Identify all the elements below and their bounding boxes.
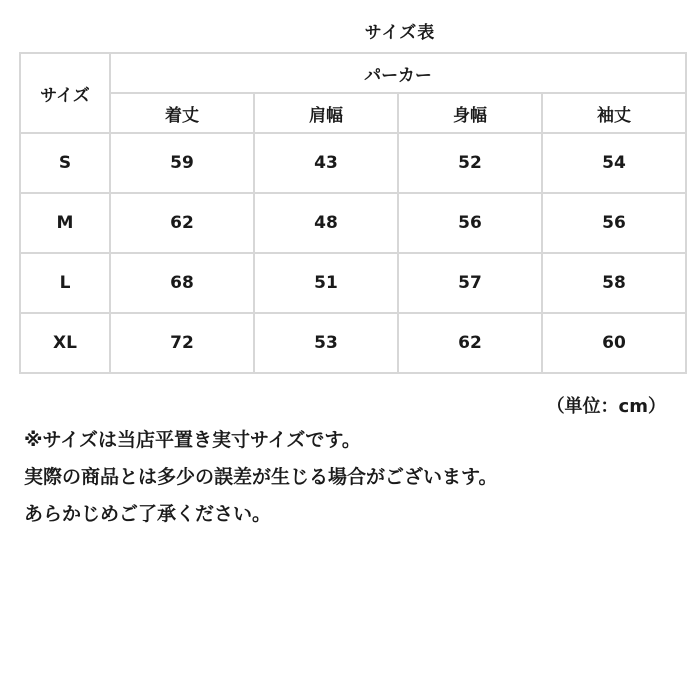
table-cell: 43 [254,133,398,193]
table-cell: 60 [542,313,686,373]
column-header-length: 着丈 [110,93,254,133]
table-cell: 52 [398,133,542,193]
size-label: L [20,253,110,313]
note-line: 実際の商品とは多少の誤差が生じる場合がございます。 [24,466,498,488]
unit-label: （単位：cm） [546,396,666,417]
page-title: サイズ表 [364,23,436,43]
table-row [20,193,686,253]
column-header-sleeve: 袖丈 [542,93,686,133]
size-table [19,52,687,374]
table-cell: 56 [398,193,542,253]
table-cell: 53 [254,313,398,373]
table-header-row [20,53,686,93]
note-line: ※サイズは当店平置き実寸サイズです。 [24,429,361,451]
table-cell: 57 [398,253,542,313]
table-cell: 62 [110,193,254,253]
table-cell: 48 [254,193,398,253]
table-cell: 68 [110,253,254,313]
table-cell: 59 [110,133,254,193]
note-line: あらかじめご了承ください。 [24,503,272,525]
column-header-width: 身幅 [398,93,542,133]
measurement-header-row [20,93,686,133]
table-cell: 72 [110,313,254,373]
size-label: M [20,193,110,253]
size-label: S [20,133,110,193]
table-row [20,253,686,313]
table-cell: 51 [254,253,398,313]
table-row [20,133,686,193]
notes [24,428,684,539]
column-header-shoulder: 肩幅 [254,93,398,133]
size-header-cell: サイズ [20,53,110,133]
table-cell: 62 [398,313,542,373]
product-group-header: パーカー [110,53,686,93]
size-label: XL [20,313,110,373]
table-row [20,313,686,373]
table-cell: 56 [542,193,686,253]
table-cell: 58 [542,253,686,313]
table-cell: 54 [542,133,686,193]
